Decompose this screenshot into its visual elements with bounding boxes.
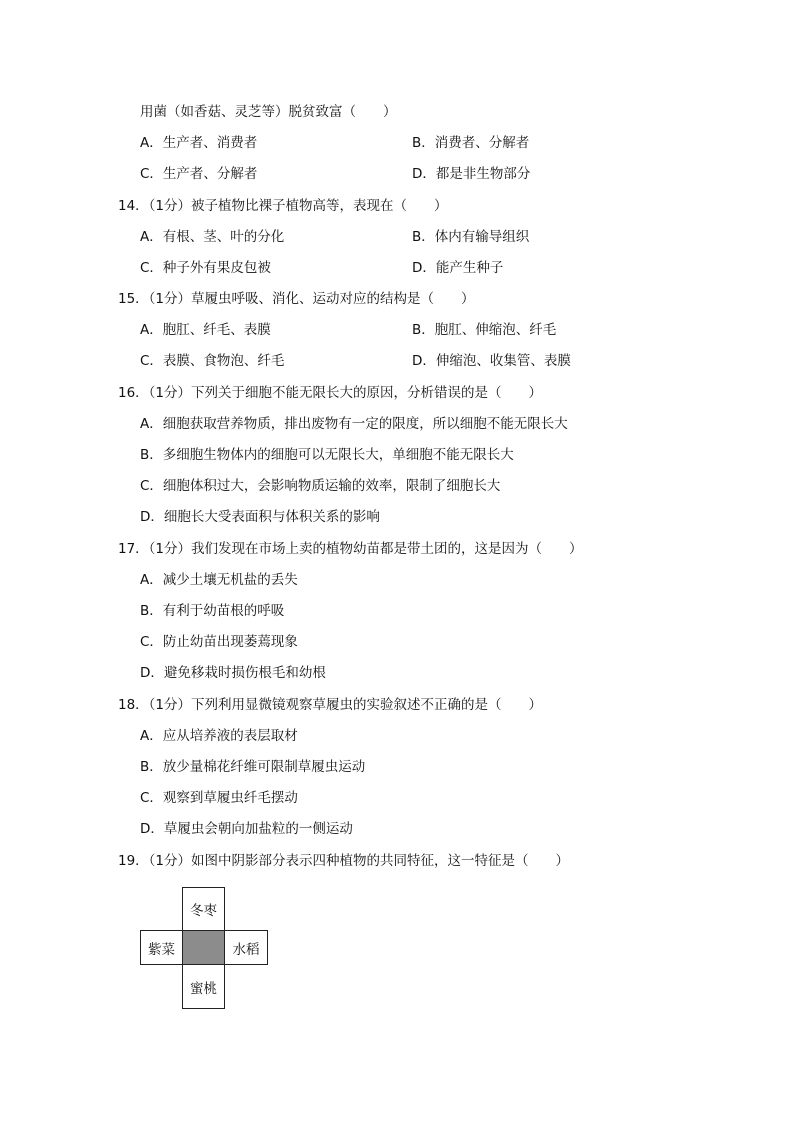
q18-option-a: A．应从培养液的表层取材 — [140, 728, 298, 744]
q13-option-d: D．都是非生物部分 — [412, 166, 531, 182]
diagram-cell-left: 紫菜 — [140, 930, 183, 965]
q17-stem: 17．（1分）我们发现在市场上卖的植物幼苗都是带土团的，这是因为（ ） — [118, 541, 583, 557]
q16-option-a: A．细胞获取营养物质，排出废物有一定的限度，所以细胞不能无限长大 — [140, 416, 568, 432]
q18-option-c: C．观察到草履虫纤毛摆动 — [140, 790, 298, 806]
q13-option-a: A．生产者、消费者 — [140, 135, 258, 151]
q18-stem: 18．（1分）下列利用显微镜观察草履虫的实验叙述不正确的是（ ） — [118, 697, 543, 713]
plant-cross-diagram — [140, 887, 270, 1011]
q15-option-d: D．伸缩泡、收集管、表膜 — [412, 353, 571, 369]
q13-option-b: B．消费者、分解者 — [412, 135, 530, 151]
q16-option-d: D．细胞长大受表面积与体积关系的影响 — [140, 509, 380, 525]
diagram-cell-bottom: 蜜桃 — [182, 964, 225, 1009]
q14-option-c: C．种子外有果皮包被 — [140, 260, 271, 276]
q17-option-a: A．减少土壤无机盐的丢失 — [140, 572, 298, 588]
q16-option-c: C．细胞体积过大，会影响物质运输的效率，限制了细胞长大 — [140, 478, 501, 494]
diagram-cell-top: 冬枣 — [182, 887, 225, 931]
q15-stem: 15．（1分）草履虫呼吸、消化、运动对应的结构是（ ） — [118, 291, 475, 307]
q15-option-a: A．胞肛、纤毛、表膜 — [140, 322, 271, 338]
q18-option-b: B．放少量棉花纤维可限制草履虫运动 — [140, 759, 366, 775]
q13-option-c: C．生产者、分解者 — [140, 166, 258, 182]
diagram-cell-right: 水稻 — [224, 930, 268, 965]
q14-option-a: A．有根、茎、叶的分化 — [140, 229, 285, 245]
q15-option-c: C．表膜、食物泡、纤毛 — [140, 353, 285, 369]
q14-option-d: D．能产生种子 — [412, 260, 504, 276]
q14-option-b: B．体内有输导组织 — [412, 229, 530, 245]
q15-option-b: B．胞肛、伸缩泡、纤毛 — [412, 322, 557, 338]
q17-option-c: C．防止幼苗出现萎蔫现象 — [140, 634, 298, 650]
q13-stem: 用菌（如香菇、灵芝等）脱贫致富（ ） — [140, 104, 397, 120]
q17-option-b: B．有利于幼苗根的呼吸 — [140, 603, 285, 619]
q14-stem: 14．（1分）被子植物比裸子植物高等，表现在（ ） — [118, 198, 448, 214]
q16-option-b: B．多细胞生物体内的细胞可以无限长大，单细胞不能无限长大 — [140, 447, 514, 463]
q19-stem: 19．（1分）如图中阴影部分表示四种植物的共同特征，这一特征是（ ） — [118, 853, 570, 869]
q18-option-d: D．草履虫会朝向加盐粒的一侧运动 — [140, 821, 353, 837]
q17-option-d: D．避免移栽时损伤根毛和幼根 — [140, 665, 326, 681]
diagram-shaded-center — [182, 930, 225, 965]
q16-stem: 16．（1分）下列关于细胞不能无限长大的原因，分析错误的是（ ） — [118, 385, 543, 401]
